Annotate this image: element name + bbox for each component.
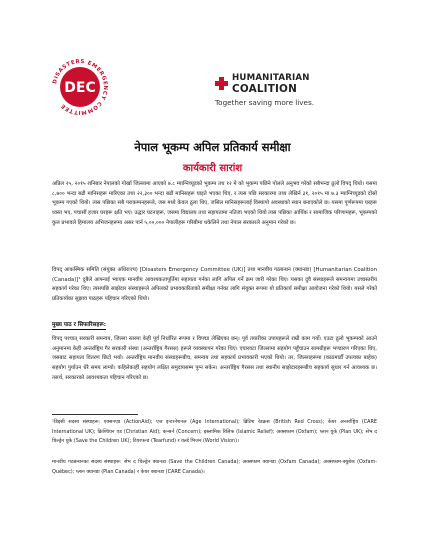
paragraph-appeal: विपद् आकस्मिक समिति (संयुक्त अधिराज्य) [Disasters Emergency Committee (UK)] तथा मानवीय गठबन्धन (क्यानडा) [Humanitarian Coalition (Canada)]¹ दुबैले आफ्नाई भ्याएक मानवीय आवश्यकतापूर्तिमा सहायता गर्नका लागि अपिल गर्ने क्रम जारी गरेका थिए। यसका दुवै संस्थाहरूले समन्वयमा उच्चस्तरीय सहकार्य गरेका थिए। त्यसपछि साझेदार संस्थाहरूले अपिलको प्रभावकारिताको समीक्षा गर्नका लागि संयुक्त रूपमा यो प्रतिकार्य समीक्षा आयोजना गरेको थियो। यसले गरेको प्रतिकार्यका सुझाव पाठहरू पहिचान गरिएको थियो। — [52, 267, 377, 303]
hc-line1: HUMANITARIAN — [232, 73, 310, 83]
section-heading: मुख्य पाठ र सिफारिसहरू: — [52, 322, 106, 328]
dec-logo — [49, 56, 111, 118]
hc-tagline: Together saving more lives. — [215, 98, 314, 107]
footnote-hc-members: मानवीय गठबन्धनका सदस्य संस्थाहरू: सेभ द चिल्ड्रेन क्यानडा (Save the Children Canada); अक्सफाम क्यानडा (Oxfam Canada); अक्सफाम-क्युबेक (Oxfam-Québec); प्लान क्यानडा (Plan Canada) र केयर क्यानडा (CARE Canada)। — [52, 459, 377, 475]
hc-cross-icon — [215, 77, 228, 90]
paragraph-lessons: विपद् पश्चात् सरकारी समन्वय, जिल्ला स्तरमा केही पूर्व निर्धारित रूपमा र विपद्मा लेखिएका छन्। पूर्व तयारीका उपायहरूले राम्री काम गर्यो। एउटा ठूलो भूकम्पको आउने अनुमानमा केही अन्तर्राष्ट्रिय गैर सरकारी संस्था (अन्तर्राष्ट्रिय गैरसस) हरूले व्यवस्थापन गरेका थिए। एघारवटा जिल्लामा सहयोग पहुँचाउन सामग्रीहरू भण्डारण गरिएका थिए, जसबाट सहायता वितरण छिटो भयो। अन्तर्राष्ट्रिय मानवीय संस्थाहरूबीच, समन्वय तथा सहकार्य प्रभावकारी भएको थियो। तर, जिल्लाहरूमा (काठमाडौँ उपत्यका बाहेक) सहयोग पुर्याउन धेरै समय लाग्यो। कहिलेकाहीं सहयोग लक्षित समुदायसम्म पुग्न सकेन। अन्तर्राष्ट्रिय गैरसस तथा स्थानीय साझेदारहरूबीच सहकार्य सुधार गर्न आवश्यक छ। तसर्थ, सरकारको आवश्यकता पहिचान गरिएको छ। — [52, 336, 377, 381]
document-title: नेपाल भूकम्प अपिल प्रतिकार्य समीक्षा — [134, 140, 291, 154]
document-subtitle: कार्यकारी सारांश — [182, 163, 243, 174]
footnote-dec-members: ¹डिइसी सदस्य संस्थाहरू: एक्सनएड (ActionAid); एज इन्टरनेशनल (Age International); ब्रिटिश रेडक्रस (British Red Cross); केयर अन्तर्राष्ट्रिय (CARE International UK); क्रिश्चियन एड (Christian Aid); कन्सर्न (Concern); इस्लामिक रिलिफ (Islamic Relief); अक्सफाम (Oxfam); प्लान युके (Plan UK); सेभ द चिल्ड्रेन युके (Save the Children UK); टियरफन्ड (Tearfund) र वर्ल्ड भिजन (World Vision)। — [52, 419, 377, 445]
footnote-divider — [52, 414, 138, 415]
paragraph-intro: अप्रिल २५, २०१५ शनिबार नेपालको गोर्खा जिल्लामा आएको ७.८ म्याग्निच्यूडको भूकम्प तथ १२ मे को भूकम्प पछिने पोलले अनुभव गरेको सबैभन्दा ठूलो विपद् थियो। यसमा ८,७०० भन्दा बढी मानिसहरू मारिएका तथा २२,३०० भन्दा बढी मानिसहरू घाइते भएका थिए, र त्यस पछि सरकारमा तथ्य लेखिर्न ३१, २०१५ मा ७.३ म्याग्निच्यूडको दोस्रो भूकम्प गएको थियो। त्यस पछिका सबै पराकम्पनहरूले, जस मध्ये केवल ठूला थिए, जसिल मानिसहरूलाई विस्थापो अवस्थाको स्थान बनाएकोले छ। यसमा पूर्णरूपमा घरहरू ध्वस्त भए, पचासौं हजार घरहरू क्षति भए। उद्धार घटनाहरू, जसमा विद्यालय तथा सहायतामा नतिजा भएको थियो त्यस पछिका आर्थिक र सामाजिक परिणामहरू, भूकम्पको कुल प्रभावले हिमालय अभिजनहरूमा असर पार्न ५,००,००० नेपालीहरू गरिबीमा धकेलिने तथा नेपाल सरकारले अनुमान गरेको छ। — [52, 181, 377, 226]
dec-ring-textpath: DISASTERS EMERGENCY COMMITTEE — [52, 58, 109, 116]
hc-line2: COALITION — [232, 83, 297, 95]
dec-letters: DEC — [64, 80, 96, 96]
